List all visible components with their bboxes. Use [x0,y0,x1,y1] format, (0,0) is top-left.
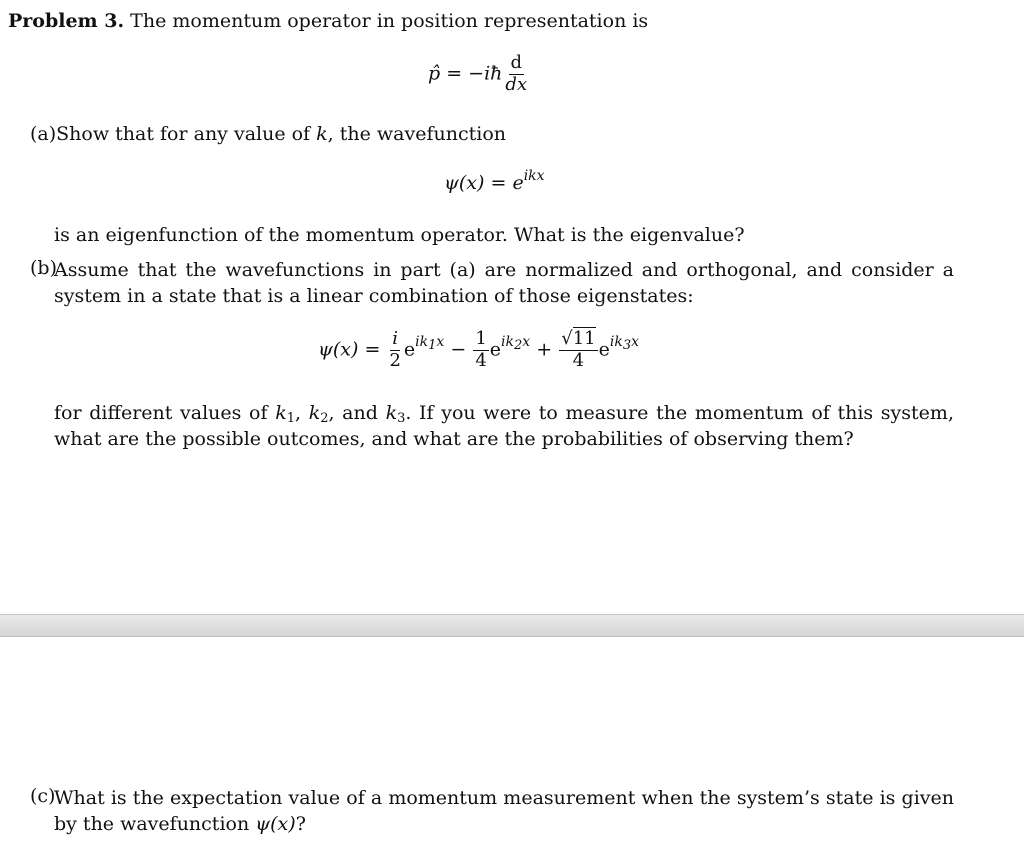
term2-num: 1 [475,328,487,349]
part-b-followup-1: for different values of [54,402,276,424]
term2-exp: ik [501,334,514,351]
part-a-text-2: , the wavefunction [327,123,506,145]
part-a-text-1: Show that for any value of [56,123,317,145]
k1-symbol: k [275,402,287,424]
dx-denominator: dx [505,73,528,95]
part-a-followup: is an eigenfunction of the momentum operator. What is the eigenvalue? [54,224,745,246]
term3-exponent [609,334,639,354]
term1-coefficient [387,330,402,371]
part-c-text [54,785,954,837]
part-b-text [54,257,954,309]
d-numerator: d [510,52,523,73]
superposition-equation [318,330,639,371]
term1-num: i [392,328,399,349]
part-a-k: k [316,123,328,145]
k1-subscript: 1 [286,411,295,426]
part-c-body: What is the expectation value of a momentum measurement when the system’s state is given by the wavefunction [54,787,954,835]
term2-den: 4 [475,349,487,371]
term3-e: e [598,338,610,361]
term2-sub: 2 [514,338,523,354]
term1-exponent [415,334,445,354]
term3-sub: 3 [622,338,632,354]
term1-exp: ik [415,334,429,351]
term3-root: 11 [572,328,596,349]
term3-exp: ik [609,334,623,351]
term1-x: x [436,334,445,351]
momentum-operator-equation [428,54,530,95]
term1-den: 2 [389,349,401,371]
term2-exponent [501,334,531,354]
part-c-end: ? [295,813,306,835]
part-b-followup: for different values of $k_1$, $k_2$, and $k_3$. If you were to measure the momentum of this system, what are the possible outcomes, and what are the probabilities of observing them? [54,402,954,450]
part-a-tag: (a) [30,123,57,145]
part-c-psi: ψ(x) [255,813,296,835]
term2-coefficient [473,330,488,371]
term3-den: 4 [572,349,585,371]
problem-intro: The momentum operator in position representation is [130,10,649,32]
plane-wave-exponent: ikx [523,168,545,184]
psi-lhs: ψ(x) = [318,338,381,361]
plane-wave-lhs: ψ(x) = e [444,172,524,194]
term2-e: e [489,338,502,361]
and-text: , and [328,402,386,424]
plane-wave-equation [444,168,545,194]
term3-coefficient [559,330,597,371]
problem-label: Problem 3. [8,10,125,32]
term1-e: e [403,338,416,361]
part-b-followup-2: . If you were to measure the momentum of this system, what are the possible outcomes, and what are the probabilities of observing them? [54,402,954,450]
page-divider [0,614,1024,637]
k2-symbol: k [308,402,321,424]
term1-sub: 1 [428,338,437,354]
minus-sign: − [450,338,467,361]
term3-num: √11 [561,328,596,349]
p-hat: p̂ [428,62,441,85]
term3-x: x [631,334,639,351]
k3-symbol: k [385,402,398,424]
part-a-statement [30,123,506,145]
operator-rhs: = −iħ [446,62,503,85]
k3-subscript: 3 [397,411,406,426]
part-b-body: Assume that the wavefunctions in part (a) are normalized and orthogonal, and consider a system in a state that is a linear combination of those eigenstates: [54,259,954,307]
plus-sign: + [536,338,553,361]
k2-subscript: 2 [320,411,329,426]
term2-x: x [522,334,531,351]
d-dx-fraction [503,54,529,95]
problem-header [8,10,648,32]
